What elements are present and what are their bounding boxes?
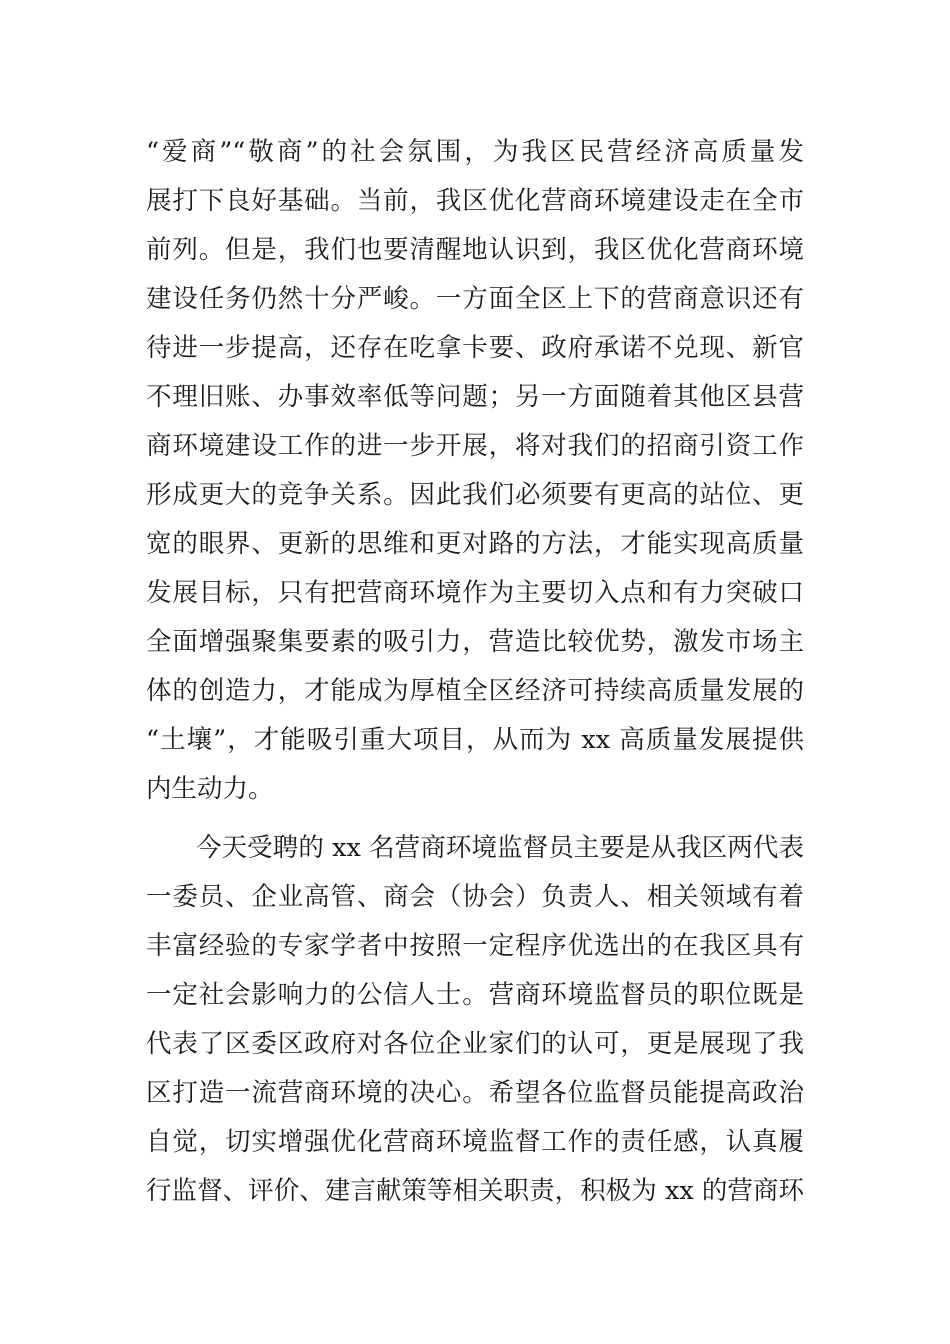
text-line: 区打造一流营商环境的决心。希望各位监督员能提高政治 xyxy=(146,1078,804,1108)
text-line: 一委员、企业高管、商会（协会）负责人、相关领域有着 xyxy=(146,882,804,912)
text-line: 宽的眼界、更新的思维和更对路的方法，才能实现高质量 xyxy=(146,529,804,559)
text-line: 自觉，切实增强优化营商环境监督工作的责任感，认真履 xyxy=(146,1127,804,1157)
text-line: 展打下良好基础。当前，我区优化营商环境建设走在全市 xyxy=(146,186,804,216)
text-line: “爱商”“敬商”的社会氛围，为我区民营经济高质量发 xyxy=(146,137,804,167)
text-line: 丰富经验的专家学者中按照一定程序优选出的在我区具有 xyxy=(146,931,804,961)
text-line: 不理旧账、办事效率低等问题；另一方面随着其他区县营 xyxy=(146,382,804,412)
text-line: 体的创造力，才能成为厚植全区经济可持续高质量发展的 xyxy=(146,676,804,706)
text-line: 建设任务仍然十分严峻。一方面全区上下的营商意识还有 xyxy=(146,284,804,314)
text-line: 内生动力。 xyxy=(146,774,274,804)
text-line: 行监督、评价、建言献策等相关职责，积极为 xx 的营商环 xyxy=(146,1176,804,1206)
text-line: 一定社会影响力的公信人士。营商环境监督员的职位既是 xyxy=(146,980,804,1010)
text-line: 商环境建设工作的进一步开展，将对我们的招商引资工作 xyxy=(146,431,804,461)
text-line: 前列。但是，我们也要清醒地认识到，我区优化营商环境 xyxy=(146,235,804,265)
text-line: 待进一步提高，还存在吃拿卡要、政府承诺不兑现、新官 xyxy=(146,333,804,363)
text-line: 代表了区委区政府对各位企业家们的认可，更是展现了我 xyxy=(146,1029,804,1059)
text-line: 今天受聘的 xx 名营商环境监督员主要是从我区两代表 xyxy=(196,833,804,863)
text-line: 全面增强聚集要素的吸引力，营造比较优势，激发市场主 xyxy=(146,627,804,657)
text-line: 形成更大的竞争关系。因此我们必须要有更高的站位、更 xyxy=(146,480,804,510)
text-line: “土壤”，才能吸引重大项目，从而为 xx 高质量发展提供 xyxy=(146,725,804,755)
text-line: 发展目标，只有把营商环境作为主要切入点和有力突破口 xyxy=(146,578,804,608)
